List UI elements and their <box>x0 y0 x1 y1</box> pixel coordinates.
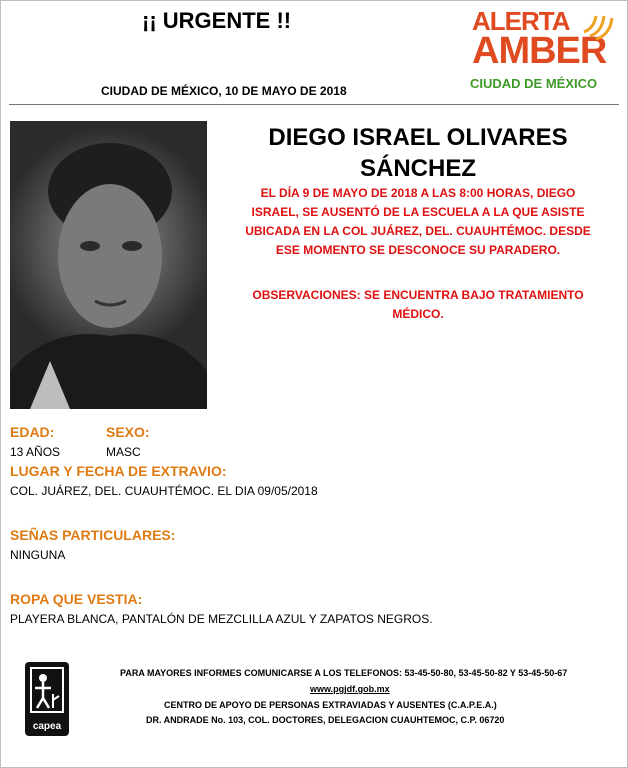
urgent-heading: ¡¡ URGENTE !! <box>142 8 292 33</box>
footer-address: DR. ANDRADE No. 103, COL. DOCTORES, DELEGACION CUAUHTEMOC, C.P. 06720 <box>146 715 505 725</box>
alerta-amber-logo <box>468 6 618 98</box>
sex-label: SEXO: <box>106 424 150 440</box>
clothes-label: ROPA QUE VESTIA: <box>10 591 143 607</box>
observations-line: OBSERVACIONES: SE ENCUENTRA BAJO TRATAMIENTO <box>252 288 584 302</box>
place-value: COL. JUÁREZ, DEL. CUAUHTÉMOC. EL DIA 09/05/2018 <box>10 484 318 498</box>
sex-value: MASC <box>106 445 141 459</box>
description-line: UBICADA EN LA COL JUÁREZ, DEL. CUAUHTÉMOC. DESDE <box>245 224 591 238</box>
description-line: ISRAEL, SE AUSENTÓ DE LA ESCUELA A LA QUE ASISTE <box>251 205 585 219</box>
capea-figure-icon <box>29 666 65 714</box>
capea-logo-text: capea <box>32 721 62 732</box>
description-line: ESE MOMENTO SE DESCONOCE SU PARADERO. <box>275 243 561 257</box>
clothes-value: PLAYERA BLANCA, PANTALÓN DE MEZCLILLA AZUL Y ZAPATOS NEGROS. <box>10 612 433 626</box>
divider <box>9 104 619 105</box>
capea-logo <box>25 662 69 736</box>
age-value: 13 AÑOS <box>10 445 61 459</box>
portrait-illustration <box>10 121 207 409</box>
description <box>228 184 608 260</box>
footer-phones: PARA MAYORES INFORMES COMUNICARSE A LOS TELEFONOS: 53-45-50-80, 53-45-50-82 Y 53-45-50-67 <box>120 668 568 678</box>
marks-label: SEÑAS PARTICULARES: <box>10 527 176 543</box>
observations-line: MÉDICO. <box>392 307 444 321</box>
person-name <box>228 122 608 184</box>
logo-line-1: ALERTA <box>472 6 570 36</box>
observations <box>228 286 608 324</box>
person-photo <box>10 121 207 409</box>
age-label: EDAD: <box>10 424 55 440</box>
name-line-2: SÁNCHEZ <box>359 155 476 182</box>
footer-website-link[interactable]: www.pgjdf.gob.mx <box>310 684 390 694</box>
signal-waves-icon <box>580 10 614 40</box>
logo-line-3: CIUDAD DE MÉXICO <box>470 76 598 91</box>
footer-organization: CENTRO DE APOYO DE PERSONAS EXTRAVIADAS Y AUSENTES (C.A.P.E.A.) <box>164 700 497 710</box>
name-line-1: DIEGO ISRAEL OLIVARES <box>268 124 568 151</box>
dateline: CIUDAD DE MÉXICO, 10 DE MAYO DE 2018 <box>101 84 347 98</box>
logo-line-2: AMBER <box>472 30 607 72</box>
place-label: LUGAR Y FECHA DE EXTRAVIO: <box>10 463 227 479</box>
description-line: EL DÍA 9 DE MAYO DE 2018 A LAS 8:00 HORAS, DIEGO <box>260 186 576 200</box>
marks-value: NINGUNA <box>10 548 66 562</box>
